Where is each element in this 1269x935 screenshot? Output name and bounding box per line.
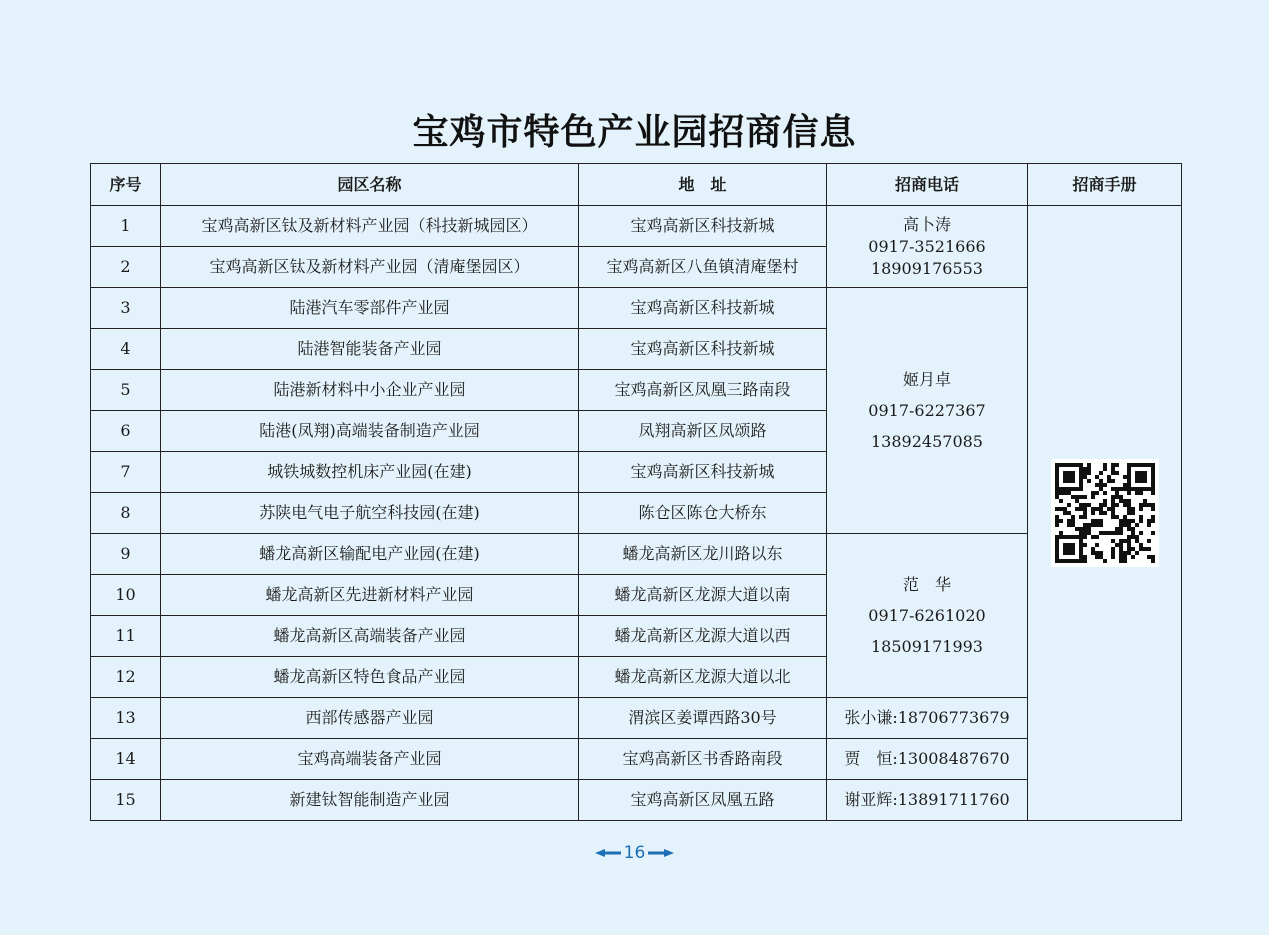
manual-qr-cell	[1028, 206, 1182, 821]
row-park-name: 蟠龙高新区特色食品产业园	[161, 657, 579, 698]
row-index: 7	[91, 452, 161, 493]
row-park-name: 蟠龙高新区先进新材料产业园	[161, 575, 579, 616]
row-park-name: 陆港新材料中小企业产业园	[161, 370, 579, 411]
row-park-name: 宝鸡高新区钛及新材料产业园（科技新城园区）	[161, 206, 579, 247]
row-address: 渭滨区姜谭西路30号	[579, 698, 827, 739]
header-park-name: 园区名称	[161, 164, 579, 206]
contact-cell-ji	[827, 288, 1028, 534]
contact-name: 姬月卓	[902, 370, 951, 389]
row-address: 蟠龙高新区龙源大道以南	[579, 575, 827, 616]
row-address: 宝鸡高新区科技新城	[579, 206, 827, 247]
table-row	[91, 739, 1182, 780]
park-info-table	[90, 163, 1182, 821]
row-index: 11	[91, 616, 161, 657]
contact-name: 范 华	[902, 575, 951, 594]
row-index: 4	[91, 329, 161, 370]
row-index: 6	[91, 411, 161, 452]
qr-code-icon[interactable]	[1051, 459, 1159, 567]
row-address: 宝鸡高新区科技新城	[579, 452, 827, 493]
row-index: 8	[91, 493, 161, 534]
row-index: 12	[91, 657, 161, 698]
row-park-name: 西部传感器产业园	[161, 698, 579, 739]
row-index: 2	[91, 247, 161, 288]
contact-landline: 0917-6261020	[868, 606, 986, 625]
row-address: 宝鸡高新区科技新城	[579, 288, 827, 329]
contact-mobile: 18909176553	[871, 258, 983, 278]
table-header-row	[91, 164, 1182, 206]
row-park-name: 宝鸡高端装备产业园	[161, 739, 579, 780]
table-row	[91, 698, 1182, 739]
contact-name: 高卜涛	[902, 214, 951, 234]
row-address: 蟠龙高新区龙源大道以北	[579, 657, 827, 698]
contact-row15: 谢亚辉:13891711760	[827, 780, 1028, 821]
row-address: 宝鸡高新区八鱼镇清庵堡村	[579, 247, 827, 288]
row-address: 陈仓区陈仓大桥东	[579, 493, 827, 534]
row-index: 14	[91, 739, 161, 780]
contact-landline: 0917-3521666	[868, 236, 986, 256]
page-number-footer	[0, 843, 1269, 863]
header-index: 序号	[91, 164, 161, 206]
contact-mobile: 18509171993	[871, 637, 983, 656]
header-phone: 招商电话	[827, 164, 1028, 206]
table-row	[91, 206, 1182, 247]
row-address: 蟠龙高新区龙川路以东	[579, 534, 827, 575]
row-park-name: 陆港汽车零部件产业园	[161, 288, 579, 329]
row-index: 9	[91, 534, 161, 575]
row-park-name: 新建钛智能制造产业园	[161, 780, 579, 821]
contact-cell-fan	[827, 534, 1028, 698]
page-number: 16	[623, 843, 646, 863]
row-address: 宝鸡高新区科技新城	[579, 329, 827, 370]
row-address: 宝鸡高新区凤凰五路	[579, 780, 827, 821]
contact-row13: 张小谦:18706773679	[827, 698, 1028, 739]
table-row	[91, 780, 1182, 821]
contact-landline: 0917-6227367	[868, 401, 986, 420]
header-address: 地 址	[579, 164, 827, 206]
row-park-name: 宝鸡高新区钛及新材料产业园（清庵堡园区）	[161, 247, 579, 288]
contact-cell-gao	[827, 206, 1028, 288]
row-index: 1	[91, 206, 161, 247]
row-park-name: 陆港(凤翔)高端装备制造产业园	[161, 411, 579, 452]
page-title: 宝鸡市特色产业园招商信息	[412, 111, 857, 153]
row-address: 宝鸡高新区书香路南段	[579, 739, 827, 780]
right-arrow-icon	[648, 849, 674, 857]
row-park-name: 苏陕电气电子航空科技园(在建)	[161, 493, 579, 534]
contact-row14: 贾 恒:13008487670	[827, 739, 1028, 780]
row-address: 宝鸡高新区凤凰三路南段	[579, 370, 827, 411]
row-index: 13	[91, 698, 161, 739]
row-index: 15	[91, 780, 161, 821]
table-row	[91, 534, 1182, 575]
header-manual: 招商手册	[1028, 164, 1182, 206]
row-park-name: 陆港智能装备产业园	[161, 329, 579, 370]
row-park-name: 蟠龙高新区高端装备产业园	[161, 616, 579, 657]
row-address: 凤翔高新区凤颂路	[579, 411, 827, 452]
left-arrow-icon	[595, 849, 621, 857]
contact-mobile: 13892457085	[871, 432, 983, 451]
row-index: 10	[91, 575, 161, 616]
row-park-name: 蟠龙高新区输配电产业园(在建)	[161, 534, 579, 575]
row-index: 3	[91, 288, 161, 329]
table-row	[91, 288, 1182, 329]
row-address: 蟠龙高新区龙源大道以西	[579, 616, 827, 657]
row-index: 5	[91, 370, 161, 411]
row-park-name: 城铁城数控机床产业园(在建)	[161, 452, 579, 493]
